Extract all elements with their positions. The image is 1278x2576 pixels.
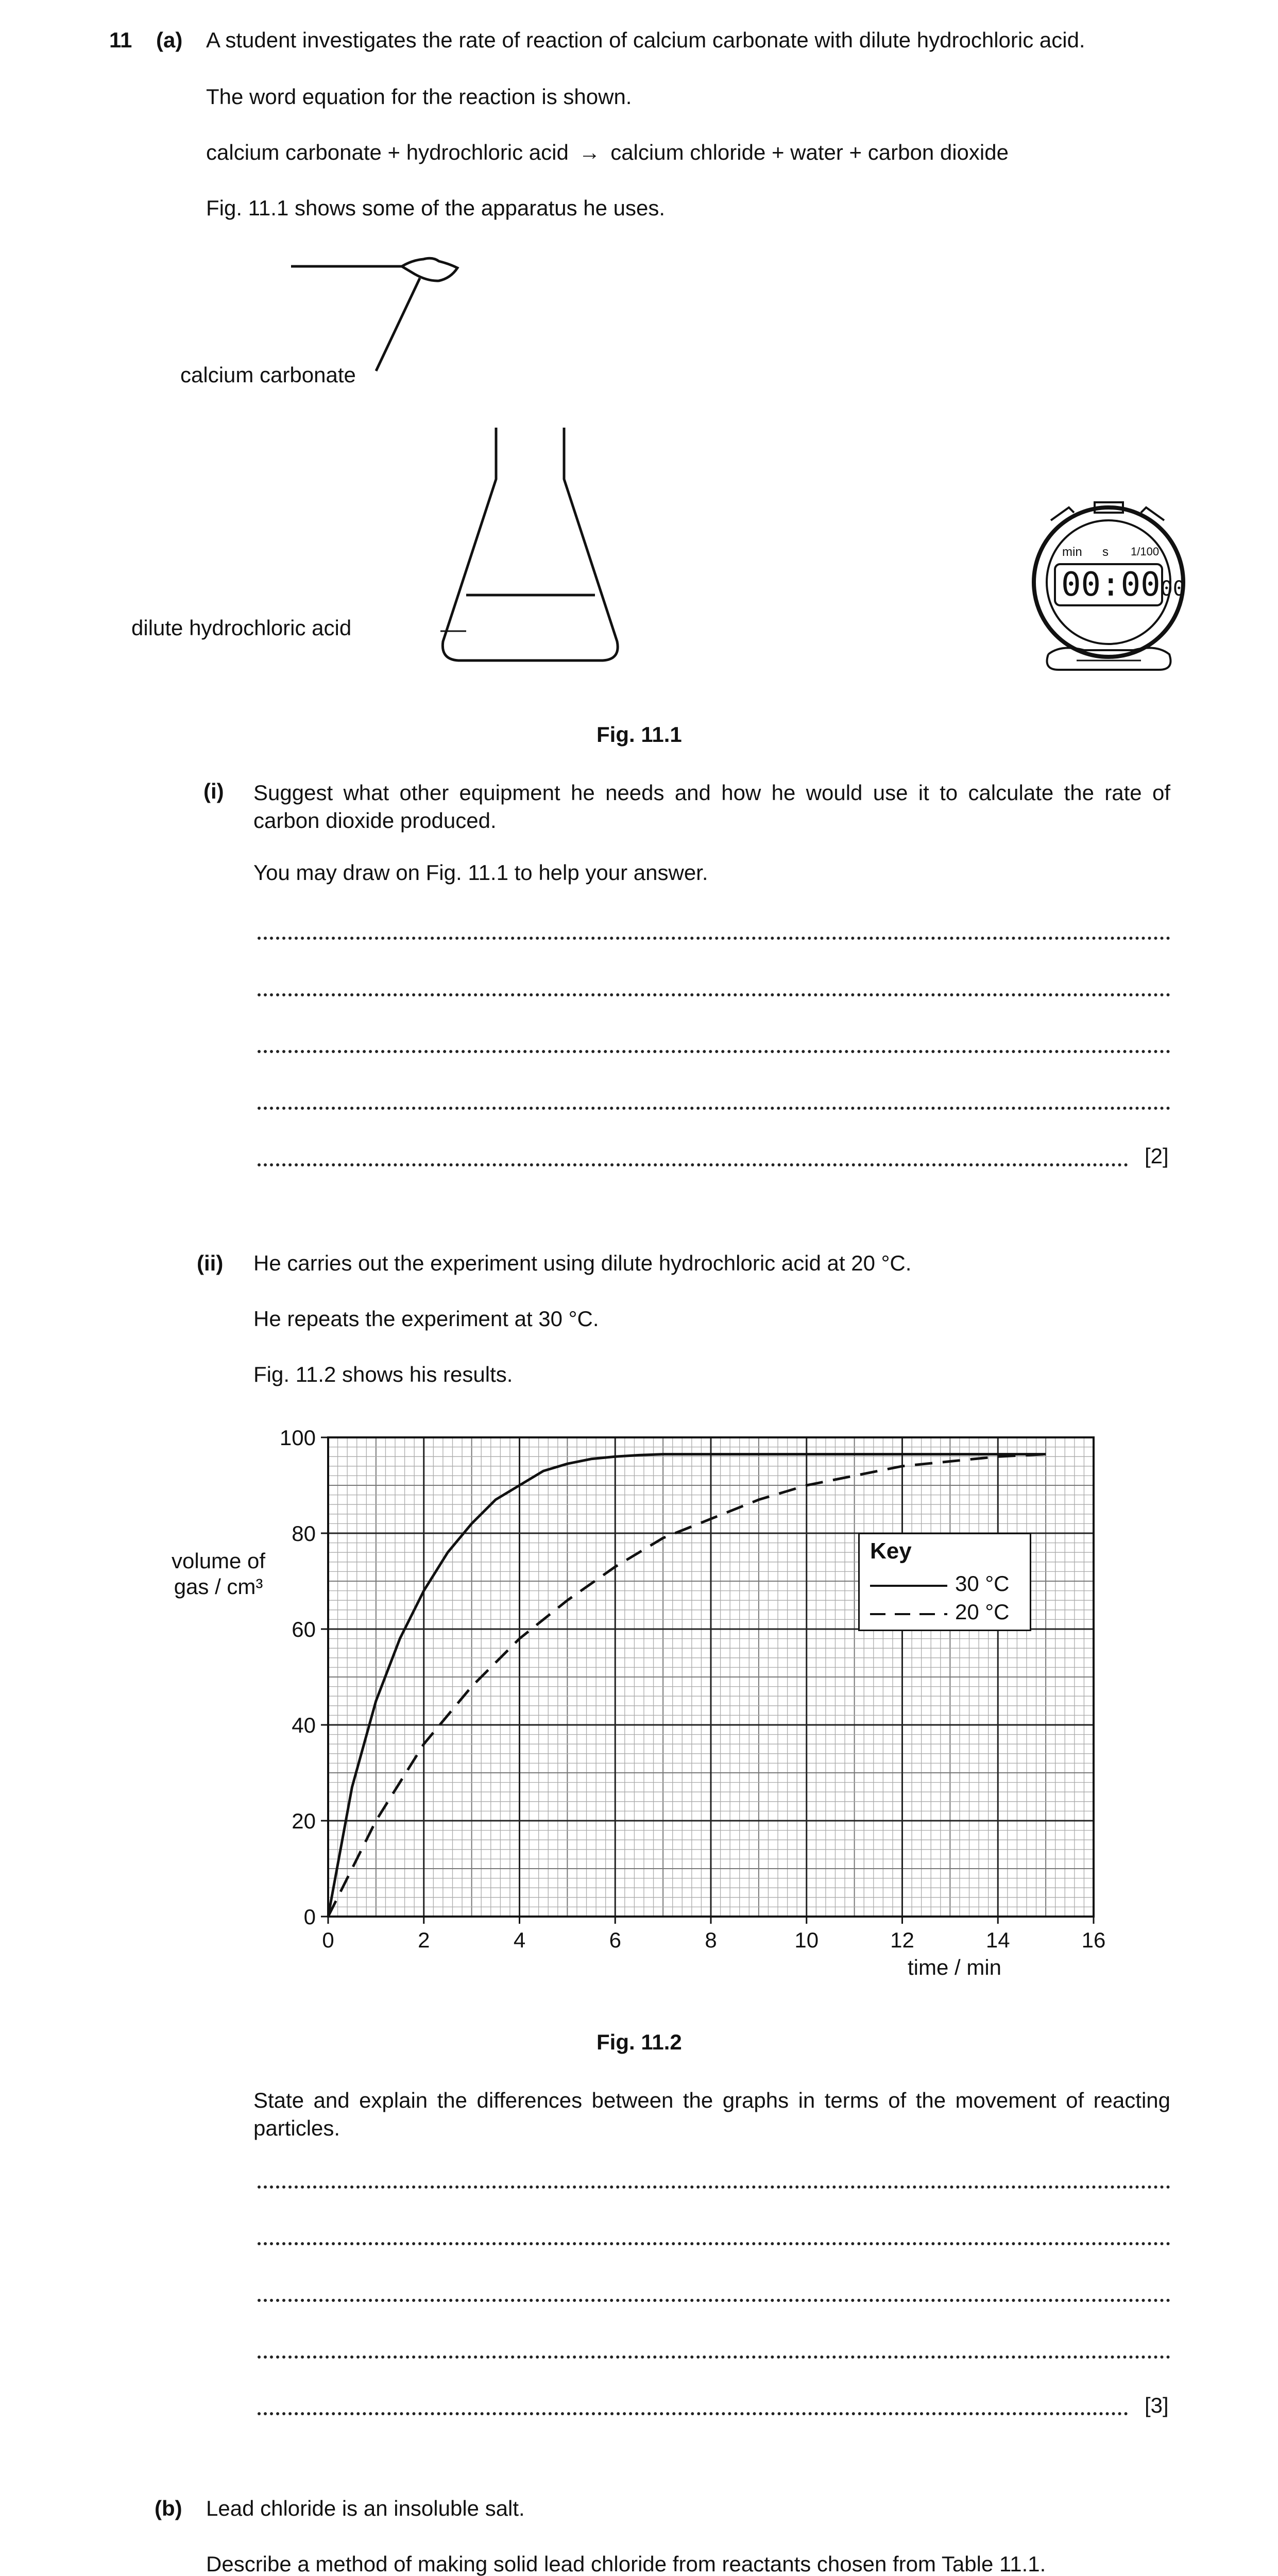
part-b-label: (b)	[155, 2496, 182, 2520]
ylabel-line: gas / cm³	[174, 1574, 263, 1599]
fig1-intro: Fig. 11.1 shows some of the apparatus he uses.	[206, 196, 666, 220]
stopwatch-min-label: min	[1062, 545, 1082, 559]
legend-30c: 30 °C	[955, 1571, 1010, 1596]
stopwatch-s-label: s	[1102, 545, 1109, 559]
legend-dashed-line	[870, 1612, 947, 1617]
answer-line[interactable]	[258, 2242, 1170, 2245]
fig1-caption: Fig. 11.1	[597, 722, 682, 747]
legend-title: Key	[870, 1538, 912, 1564]
y-tick-label: 60	[292, 1617, 316, 1641]
stopwatch-hundredth-label: 1/100	[1131, 545, 1160, 558]
part-a-i-marks: [2]	[1145, 1144, 1169, 1168]
legend-20c: 20 °C	[955, 1600, 1010, 1624]
part-b-text2: Describe a method of making solid lead chloride from reactants chosen from Table 11.1.	[206, 2552, 1046, 2576]
legend-solid-line	[870, 1583, 947, 1588]
answer-line[interactable]	[258, 2299, 1170, 2302]
chart-ylabel-text	[172, 1548, 265, 1600]
stopwatch-display-small: 00	[1160, 577, 1185, 601]
x-tick-label: 4	[513, 1928, 526, 1952]
equation-right: calcium chloride + water + carbon dioxide	[610, 140, 1009, 164]
x-tick-label: 12	[890, 1928, 914, 1952]
part-a-i-label: (i)	[203, 779, 224, 803]
y-tick-label: 80	[292, 1521, 316, 1546]
x-tick-label: 14	[985, 1928, 1010, 1952]
chart-xlabel: time / min	[908, 1955, 1002, 1979]
fig2-caption: Fig. 11.2	[597, 2030, 682, 2054]
y-tick-label: 20	[292, 1809, 316, 1833]
chart-ylabel	[172, 1548, 265, 1600]
x-tick-label: 16	[1081, 1928, 1106, 1952]
part-a-ii-text3: Fig. 11.2 shows his results.	[253, 1362, 513, 1386]
part-a-intro: A student investigates the rate of reaction of calcium carbonate with dilute hydrochloric acid.	[206, 28, 1085, 52]
part-a-i-question: Suggest what other equipment he needs and how he would use it to calculate the rate of carbon dioxide produced.	[253, 781, 1170, 833]
equation-left: calcium carbonate + hydrochloric acid	[206, 140, 569, 164]
part-a-ii-text2: He repeats the experiment at 30 °C.	[253, 1307, 599, 1331]
label-acid: dilute hydrochloric acid	[131, 616, 352, 640]
part-a-ii-marks: [3]	[1145, 2393, 1169, 2417]
answer-line[interactable]	[258, 2412, 1128, 2415]
stopwatch-display-main: 00:00	[1061, 566, 1161, 604]
x-tick-label: 10	[794, 1928, 819, 1952]
x-tick-label: 8	[705, 1928, 717, 1952]
question-number: 11	[109, 28, 132, 52]
label-calcium-carbonate: calcium carbonate	[180, 363, 356, 387]
part-a-ii-label: (ii)	[197, 1251, 224, 1275]
chart-legend	[858, 1533, 1031, 1631]
word-equation-intro: The word equation for the reaction is shown.	[206, 84, 632, 109]
y-tick-label: 0	[303, 1905, 316, 1929]
x-tick-label: 0	[322, 1928, 334, 1952]
part-b-text1: Lead chloride is an insoluble salt.	[206, 2496, 525, 2520]
part-a-label: (a)	[156, 28, 183, 52]
answer-line[interactable]	[258, 2185, 1170, 2189]
ylabel-line: volume of	[172, 1549, 266, 1573]
equation-arrow: →	[578, 140, 601, 164]
answer-line[interactable]	[258, 2355, 1170, 2359]
y-tick-label: 100	[279, 1426, 316, 1450]
x-tick-label: 2	[418, 1928, 430, 1952]
x-tick-label: 6	[609, 1928, 621, 1952]
part-a-ii-question: State and explain the differences between the graphs in terms of the movement of reacting particles.	[253, 2088, 1170, 2140]
y-tick-label: 40	[292, 1713, 316, 1737]
part-a-ii-text1: He carries out the experiment using dilute hydrochloric acid at 20 °C.	[253, 1251, 912, 1275]
part-a-i-hint: You may draw on Fig. 11.1 to help your answer.	[253, 860, 708, 885]
